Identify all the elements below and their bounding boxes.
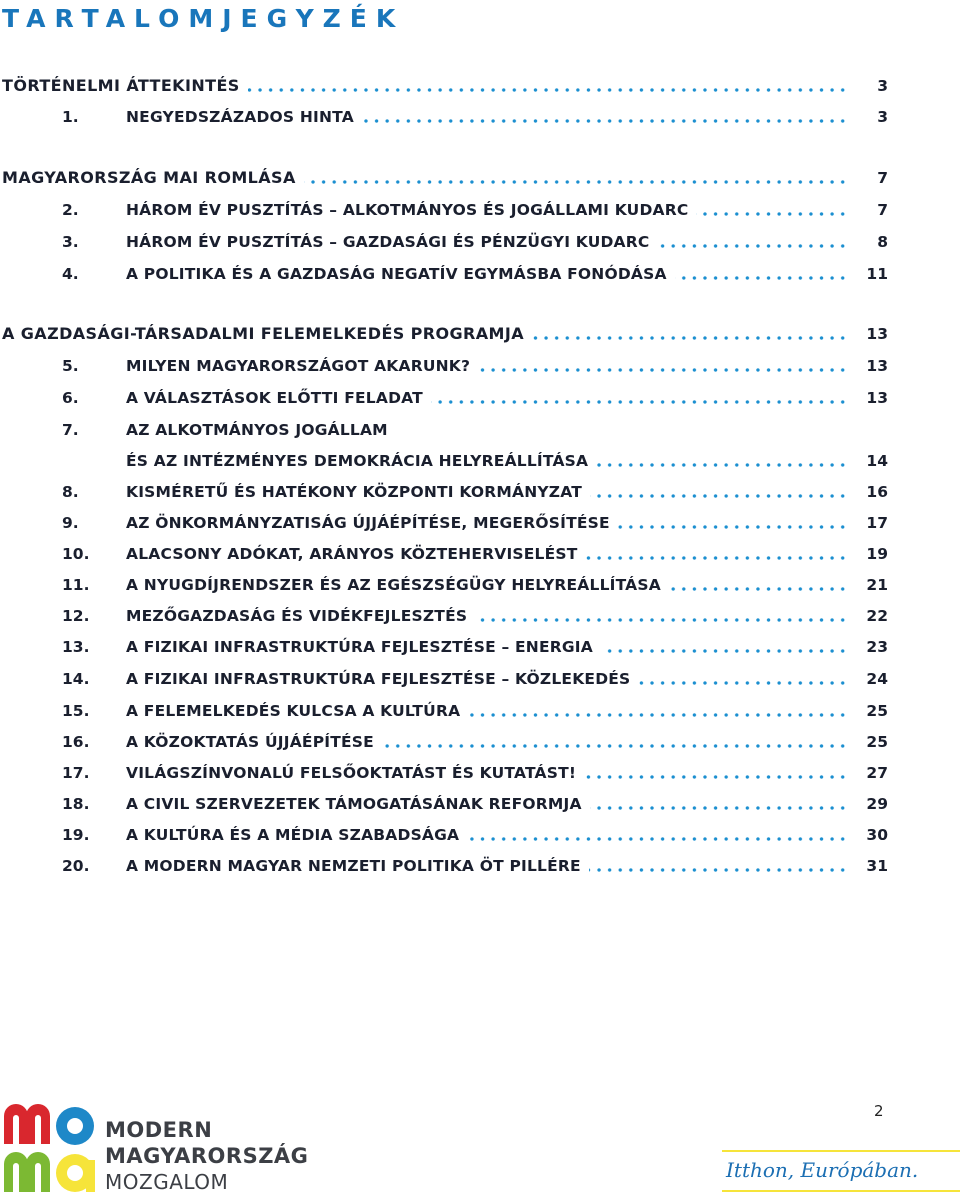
toc-item-number: 20. [62, 857, 90, 875]
dot-leader [618, 525, 848, 529]
toc-item-number: 11. [62, 576, 90, 594]
toc-item-number: 18. [62, 795, 90, 813]
toc-item-row[interactable] [0, 633, 960, 657]
toc-item-row[interactable] [0, 821, 960, 845]
toc-section-row[interactable] [0, 320, 960, 344]
dot-leader [638, 681, 848, 685]
toc-page-number: 25 [866, 733, 888, 751]
toc-item-label: A FIZIKAI INFRASTRUKTÚRA FEJLESZTÉSE – ENERGIA [126, 638, 593, 656]
toc-page-number: 25 [866, 702, 888, 720]
dot-leader [584, 775, 848, 779]
toc-item-number: 19. [62, 826, 90, 844]
dot-leader [590, 494, 848, 498]
toc-item-number: 7. [62, 421, 79, 439]
toc-item-label: ALACSONY ADÓKAT, ARÁNYOS KÖZTEHERVISELÉST [126, 545, 578, 563]
toc-item-label: MEZŐGAZDASÁG ÉS VIDÉKFEJLESZTÉS [126, 607, 468, 625]
dot-leader [304, 180, 848, 184]
toc-item-row[interactable] [0, 665, 960, 689]
dot-leader [589, 868, 848, 872]
toc-item-number: 9. [62, 514, 79, 532]
logo-mark-icon [0, 1100, 100, 1194]
toc-item-label: HÁROM ÉV PUSZTÍTÁS – GAZDASÁGI ÉS PÉNZÜGYI KUDARC [126, 233, 650, 251]
dot-leader [590, 806, 848, 810]
toc-page-number: 11 [866, 265, 888, 283]
toc-item-row[interactable] [0, 602, 960, 626]
dot-leader [382, 744, 848, 748]
toc-page-number: 19 [866, 545, 888, 563]
dot-leader [248, 88, 848, 92]
toc-item-row[interactable] [0, 728, 960, 752]
toc-item-number: 16. [62, 733, 90, 751]
toc-item-number: 12. [62, 607, 90, 625]
dot-leader [675, 276, 848, 280]
toc-page-number: 21 [866, 576, 888, 594]
page-title: TARTALOMJEGYZÉK [2, 4, 405, 33]
dot-leader [601, 649, 848, 653]
dot-leader [669, 587, 848, 591]
toc-item-row[interactable] [0, 697, 960, 721]
toc-item-number: 13. [62, 638, 90, 656]
toc-item-row[interactable] [0, 384, 960, 408]
dot-leader [431, 400, 848, 404]
toc-page-number: 31 [866, 857, 888, 875]
toc-item-label: A KULTÚRA ÉS A MÉDIA SZABADSÁGA [126, 826, 460, 844]
toc-item-number: 17. [62, 764, 90, 782]
dot-leader [657, 244, 848, 248]
dot-leader [586, 556, 848, 560]
toc-item-label: AZ ALKOTMÁNYOS JOGÁLLAM [126, 421, 388, 439]
toc-page-number: 3 [877, 77, 888, 95]
toc-item-row[interactable] [0, 759, 960, 783]
toc-item-label: NEGYEDSZÁZADOS HINTA [126, 108, 354, 126]
toc-item-number: 8. [62, 483, 79, 501]
toc-item-label: A FIZIKAI INFRASTRUKTÚRA FEJLESZTÉSE – KÖZLEKEDÉS [126, 670, 631, 688]
toc-page-number: 13 [866, 357, 888, 375]
toc-item-row[interactable] [0, 478, 960, 502]
toc-item-number: 6. [62, 389, 79, 407]
toc-item-row[interactable] [0, 196, 960, 220]
dot-leader [596, 463, 848, 467]
dot-leader [475, 618, 848, 622]
dot-leader [467, 837, 848, 841]
toc-page-number: 23 [866, 638, 888, 656]
toc-item-label: A POLITIKA ÉS A GAZDASÁG NEGATÍV EGYMÁSBA FONÓDÁSA [126, 265, 667, 283]
toc-item-label: HÁROM ÉV PUSZTÍTÁS – ALKOTMÁNYOS ÉS JOGÁLLAMI KUDARC [126, 201, 689, 219]
logo-line-2: MAGYARORSZÁG [105, 1144, 309, 1168]
toc-section-label: TÖRTÉNELMI ÁTTEKINTÉS [2, 76, 240, 95]
page-number: 2 [874, 1102, 884, 1120]
toc-page-number: 16 [866, 483, 888, 501]
toc-item-label: MILYEN MAGYARORSZÁGOT AKARUNK? [126, 357, 471, 375]
toc-item-number: 14. [62, 670, 90, 688]
toc-item-row[interactable] [0, 103, 960, 127]
logo [0, 1100, 309, 1194]
dot-leader [468, 713, 848, 717]
toc-item-row[interactable] [0, 352, 960, 376]
toc-item-label: KISMÉRETŰ ÉS HATÉKONY KÖZPONTI KORMÁNYZAT [126, 483, 583, 501]
toc-page-number: 29 [866, 795, 888, 813]
toc-item-row[interactable] [0, 571, 960, 595]
toc-page-number: 30 [866, 826, 888, 844]
slogan: Itthon, Európában. [726, 1158, 919, 1182]
toc-section-row[interactable] [0, 164, 960, 188]
toc-item-row[interactable] [0, 852, 960, 876]
toc-item-label: A CIVIL SZERVEZETEK TÁMOGATÁSÁNAK REFORMJA [126, 795, 582, 813]
toc-page-number: 8 [877, 233, 888, 251]
toc-item-label: A KÖZOKTATÁS ÚJJÁÉPÍTÉSE [126, 733, 374, 751]
toc-item-row[interactable] [0, 416, 960, 440]
toc-item-row[interactable] [0, 790, 960, 814]
toc-item-number: 5. [62, 357, 79, 375]
toc-item-row[interactable] [0, 540, 960, 564]
toc-item-number: 10. [62, 545, 90, 563]
toc-item-number: 2. [62, 201, 79, 219]
toc-item-row[interactable] [0, 509, 960, 533]
toc-item-number: 1. [62, 108, 79, 126]
toc-item-label: A FELEMELKEDÉS KULCSA A KULTÚRA [126, 702, 461, 720]
dot-leader [532, 336, 848, 340]
dot-leader [362, 119, 848, 123]
toc-item-row[interactable] [0, 447, 960, 471]
toc-item-label: AZ ÖNKORMÁNYZATISÁG ÚJJÁÉPÍTÉSE, MEGERŐSÍTÉSE [126, 514, 610, 532]
toc-item-number: 4. [62, 265, 79, 283]
toc-page-number: 3 [877, 108, 888, 126]
toc-item-label: A NYUGDÍJRENDSZER ÉS AZ EGÉSZSÉGÜGY HELYREÁLLÍTÁSA [126, 576, 661, 594]
toc-item-number: 3. [62, 233, 79, 251]
toc-page-number: 17 [866, 514, 888, 532]
toc-section-label: A GAZDASÁGI-TÁRSADALMI FELEMELKEDÉS PROGRAMJA [2, 324, 525, 343]
toc-page-number: 13 [866, 389, 888, 407]
toc-item-label: ÉS AZ INTÉZMÉNYES DEMOKRÁCIA HELYREÁLLÍTÁSA [126, 452, 589, 470]
toc-section-row[interactable] [0, 72, 960, 96]
toc-item-label: A MODERN MAGYAR NEMZETI POLITIKA ÖT PILLÉRE [126, 857, 581, 875]
toc-page-number: 7 [877, 169, 888, 187]
toc-page-number: 22 [866, 607, 888, 625]
toc-page-number: 7 [877, 201, 888, 219]
toc-item-label: A VÁLASZTÁSOK ELŐTTI FELADAT [126, 389, 423, 407]
toc-page-number: 14 [866, 452, 888, 470]
toc-item-label: VILÁGSZÍNVONALÚ FELSŐOKTATÁST ÉS KUTATÁST! [126, 764, 577, 782]
toc-item-number: 15. [62, 702, 90, 720]
toc-item-row[interactable] [0, 228, 960, 252]
toc-page-number: 24 [866, 670, 888, 688]
logo-line-3: MOZGALOM [105, 1170, 229, 1194]
toc-item-row[interactable] [0, 260, 960, 284]
dot-leader [696, 212, 848, 216]
toc-page-number: 27 [866, 764, 888, 782]
logo-line-1: MODERN [105, 1118, 213, 1142]
toc-section-label: MAGYARORSZÁG MAI ROMLÁSA [2, 168, 296, 187]
toc-page-number: 13 [866, 325, 888, 343]
dot-leader [478, 368, 848, 372]
